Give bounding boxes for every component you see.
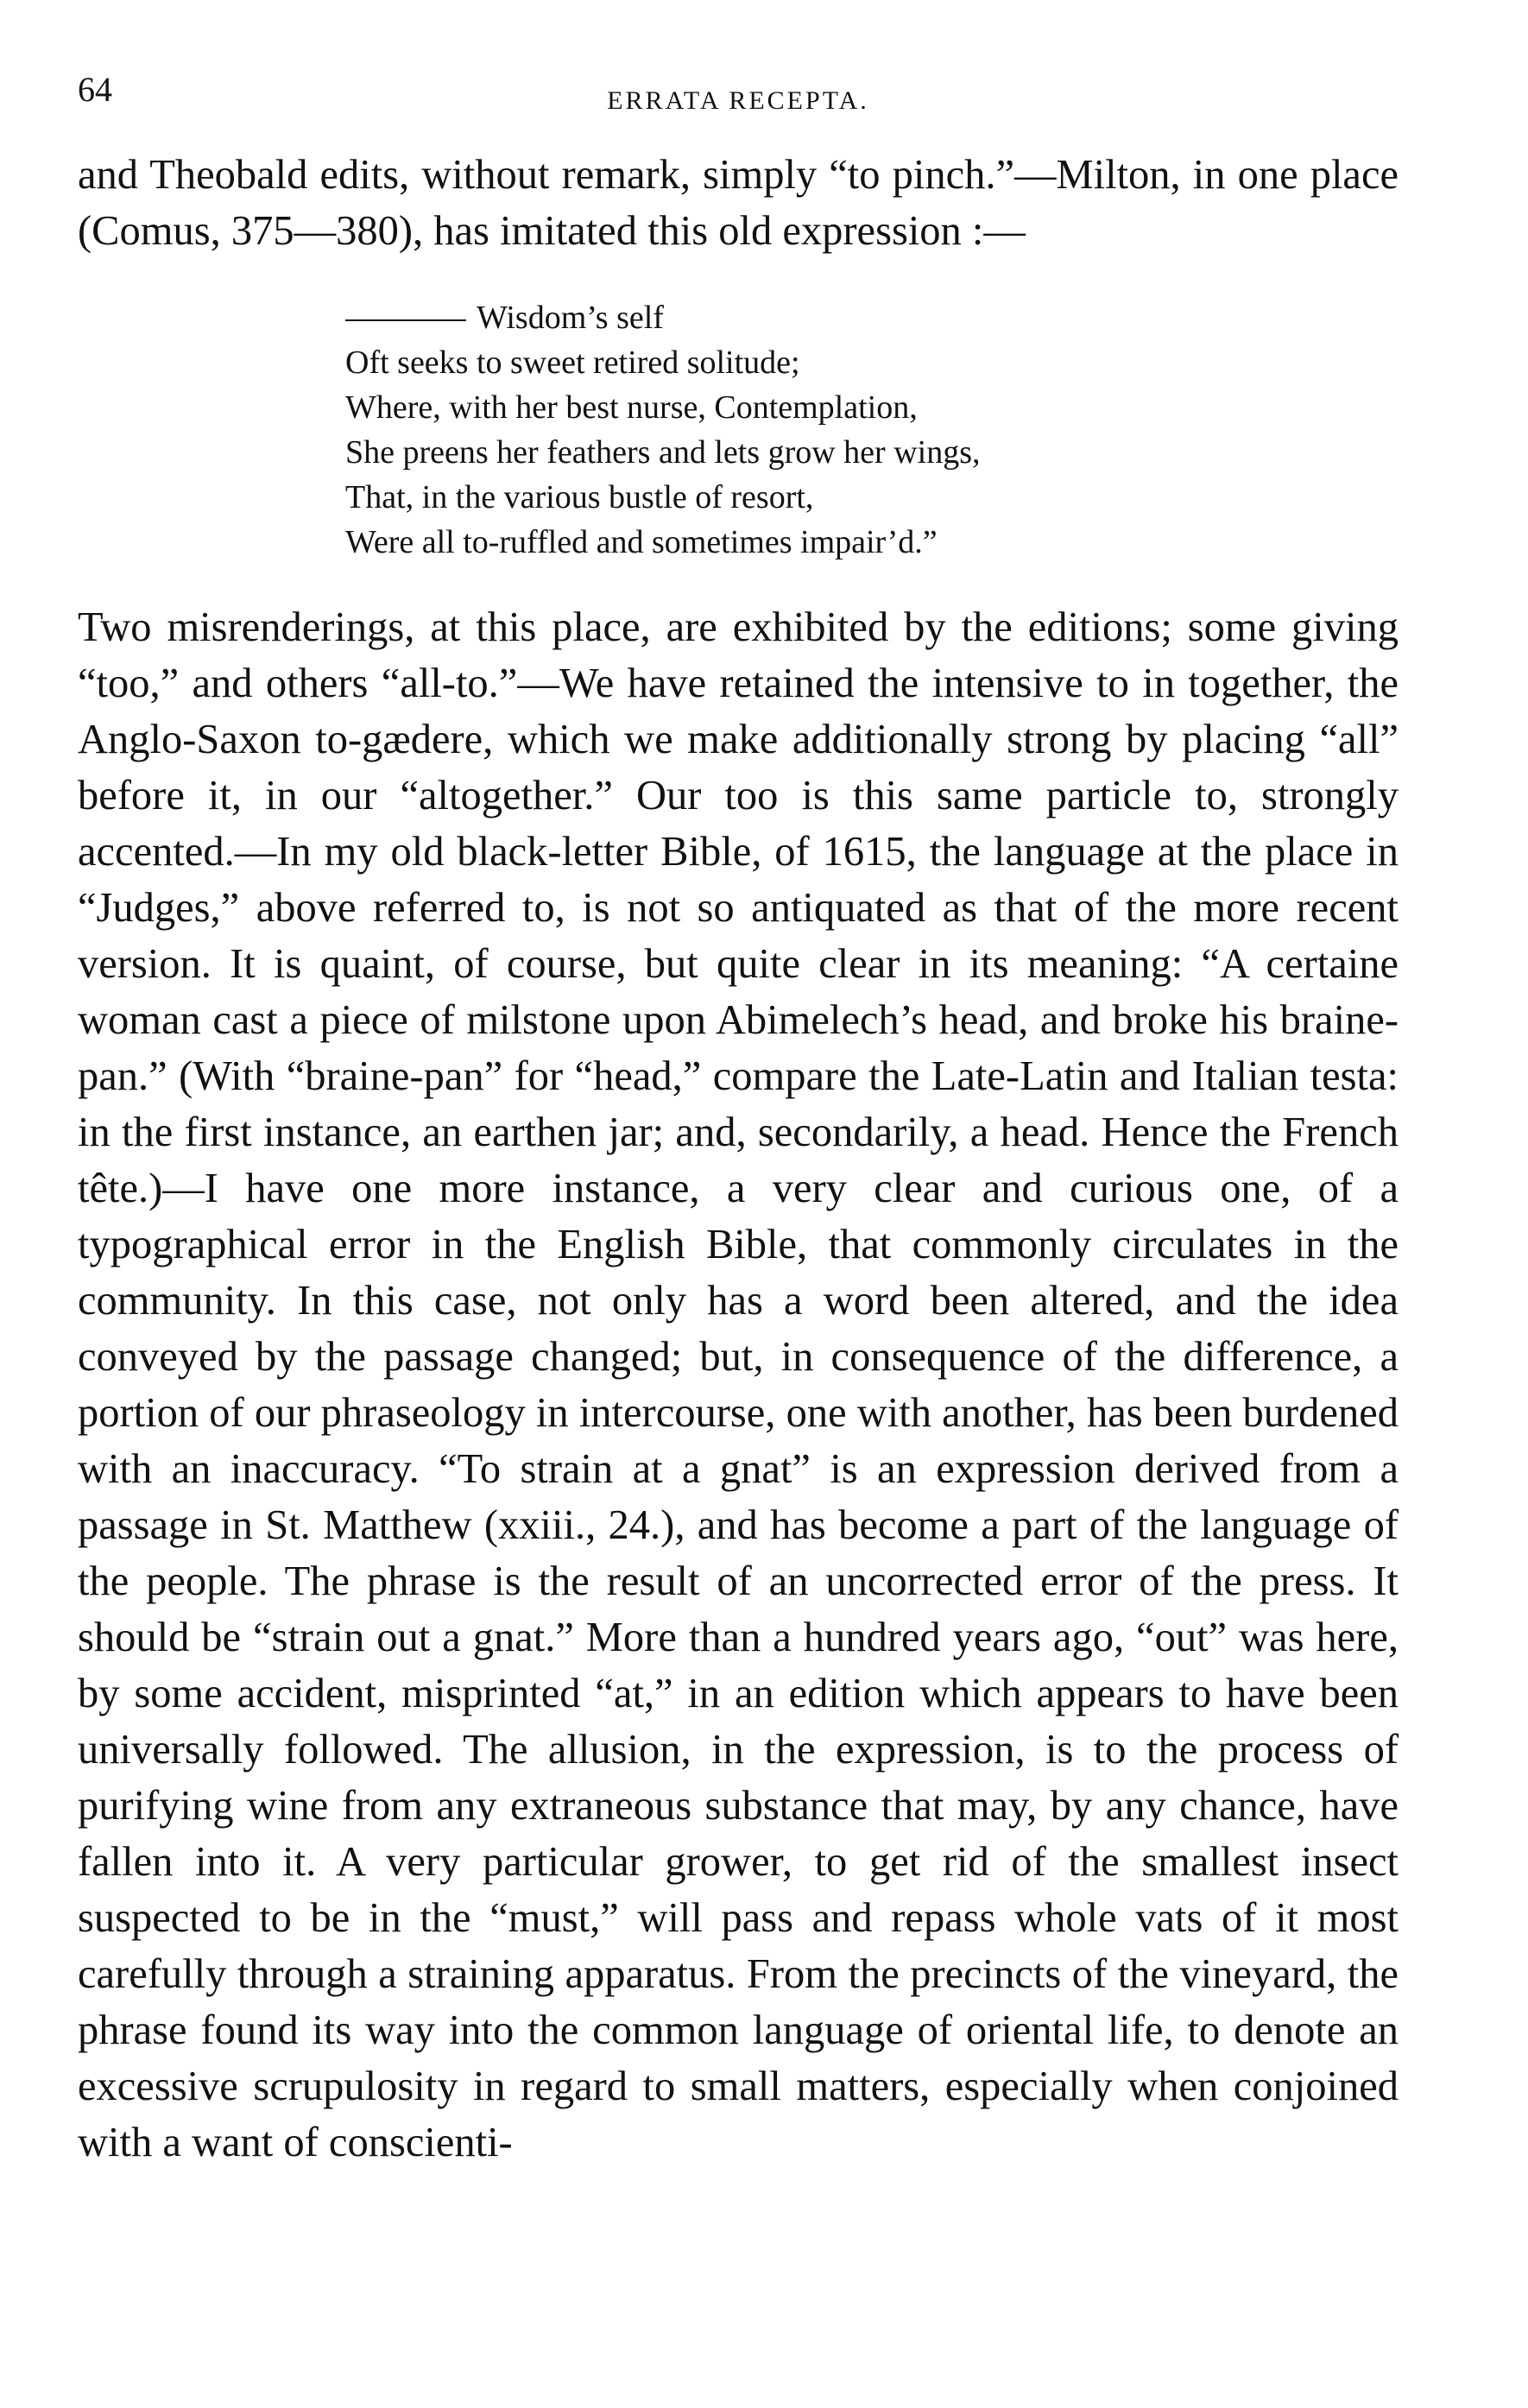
page-number: 64 (78, 70, 112, 109)
milton-quotation (345, 295, 1399, 565)
quote-line: That, in the various bustle of resort, (345, 479, 814, 515)
quote-line (345, 295, 1399, 340)
quote-line: She preens her feathers and lets grow her wings, (345, 434, 981, 471)
page-header (78, 69, 1399, 130)
lead-dash (345, 319, 466, 321)
quote-line: Were all to-ruffled and sometimes impair’d.” (345, 524, 938, 560)
quote-line-text: Wisdom’s self (477, 300, 664, 336)
quote-line: Oft seeks to sweet retired solitude; (345, 344, 800, 381)
opening-paragraph: and Theobald edits, without remark, simply “to pinch.”—Milton, in one place (Comus, 375—380), has imitated this old expression :— (78, 152, 1399, 254)
main-paragraph: Two misrenderings, at this place, are exhibited by the editions; some giving “too,” and others “all-to.”—We have retained the intensive to in together, the Anglo-Saxon to-gædere, which we make additionally strong by placing “all” before it, in our “altogether.” Our too is this same particle to, strongly accented.—In my old black-letter Bible, of 1615, the language at the place in “Judges,” above referred to, is not so antiquated as that of the more recent version. It is quaint, of course, but quite clear in its meaning: “A certaine woman cast a piece of milstone upon Abimelech’s head, and broke his braine-pan.” (With “braine-pan” for “head,” compare the Late-Latin and Italian testa: in the first instance, an earthen jar; and, secondarily, a head. Hence the French tête.)—I have one more instance, a very clear and curious one, of a typographical error in the English Bible, that commonly circulates in the community. In this case, not only has a word been altered, and the idea conveyed by the passage changed; but, in consequence of the difference, a portion of our phraseology in intercourse, one with another, has been burdened with an inaccuracy. “To strain at a gnat” is an expression derived from a passage in St. Matthew (xxiii., 24.), and has become a part of the language of the people. The phrase is the result of an uncorrected error of the press. It should be “strain out a gnat.” More than a hundred years ago, “out” was here, by some accident, misprinted “at,” in an edition which appears to have been universally followed. The allusion, in the expression, is to the process of purifying wine from any extraneous substance that may, by any chance, have fallen into it. A very particular grower, to get rid of the smallest insect suspected to be in the “must,” will pass and repass whole vats of it most carefully through a straining apparatus. From the precincts of the vineyard, the phrase found its way into the common language of oriental life, to denote an excessive scrupulosity in regard to small matters, especially when conjoined with a want of conscienti- (78, 604, 1399, 2165)
running-title: ERRATA RECEPTA. (607, 86, 869, 115)
book-page (78, 69, 1399, 2171)
quote-line: Where, with her best nurse, Contemplation, (345, 389, 918, 426)
